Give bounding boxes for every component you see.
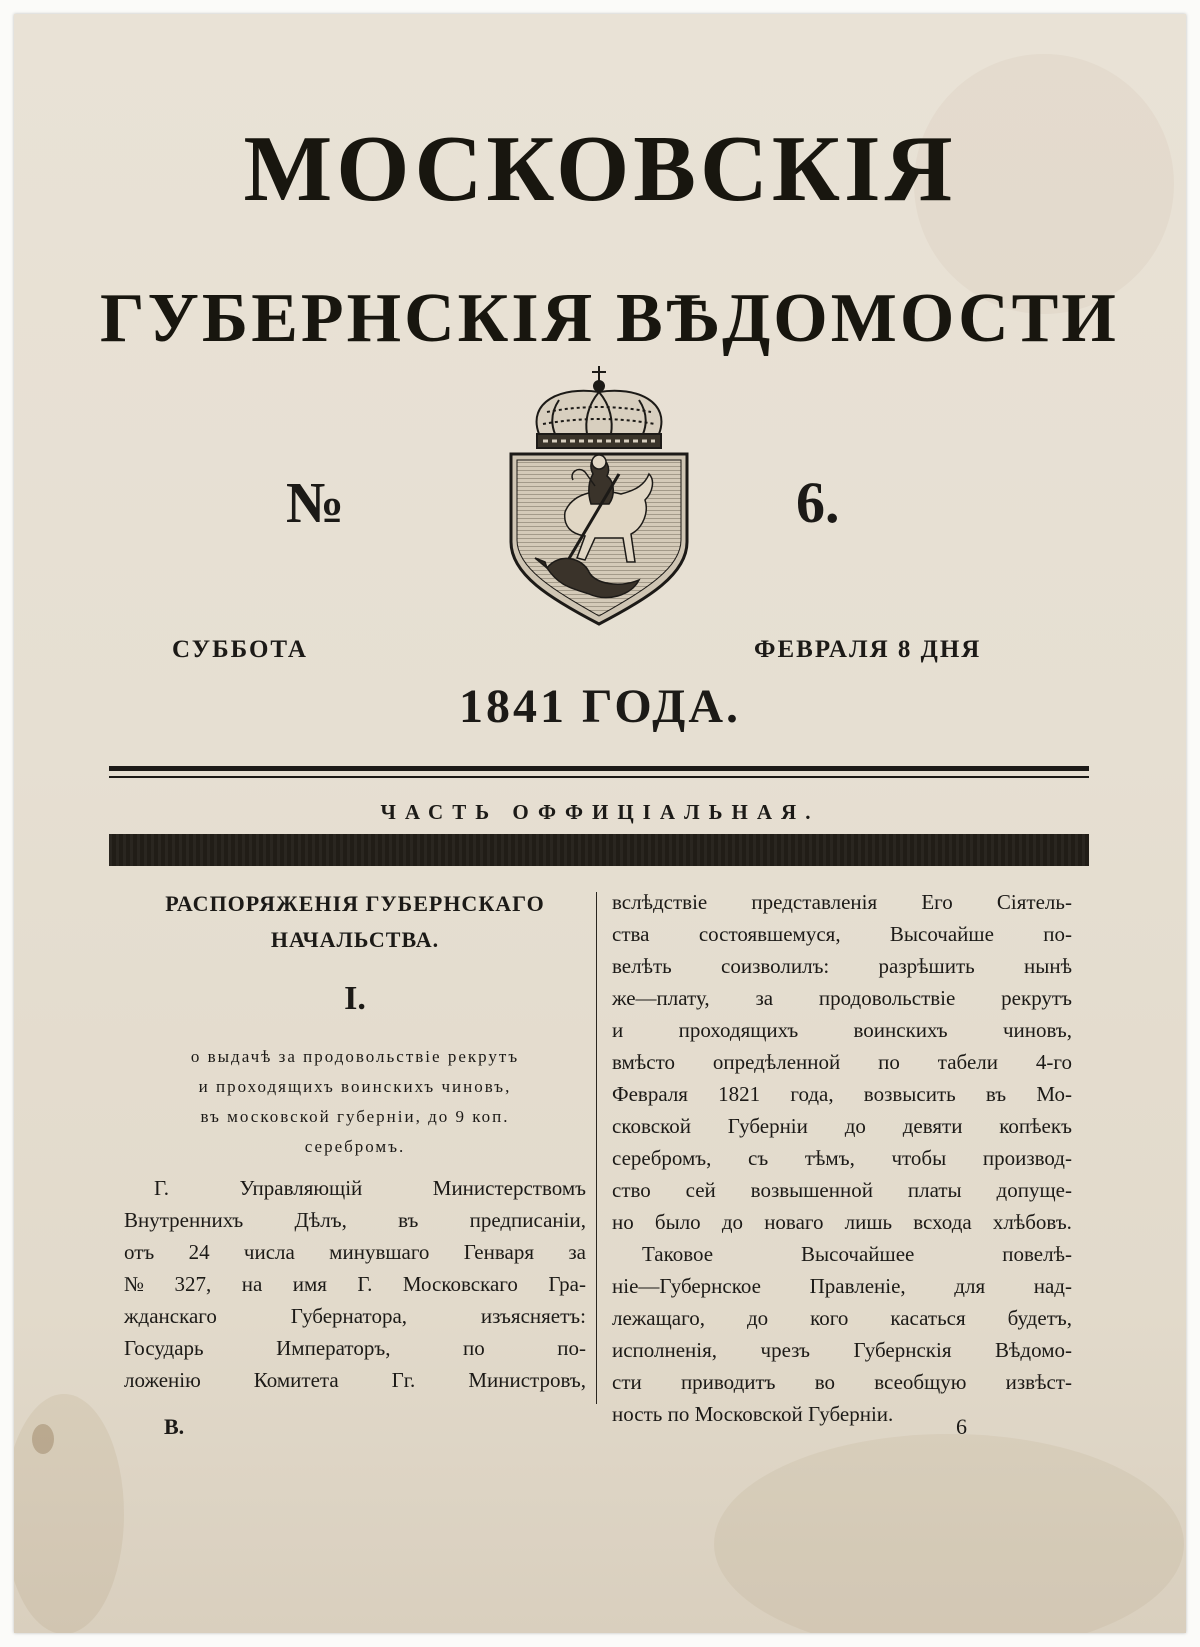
black-rule-bar <box>109 834 1089 866</box>
article-heading-line1: РАСПОРЯЖЕНІЯ ГУБЕРНСКАГО <box>165 891 545 916</box>
issue-number: 6. <box>796 470 840 535</box>
page-number: 6 <box>956 1414 967 1439</box>
text-line: Государь Императоръ, по по- <box>124 1336 586 1360</box>
article-number: I. <box>344 980 366 1017</box>
text-line: сковской Губерніи до девяти копѣекъ <box>612 1114 1072 1138</box>
text-line: Внутреннихъ Дѣлъ, въ предписаніи, <box>124 1208 586 1232</box>
masthead-title-word-vedomosti: ВѢДОМОСТИ <box>616 280 1119 357</box>
text-line: № 327, на имя Г. Московскаго Гра- <box>124 1272 586 1296</box>
article-heading-line2: НАЧАЛЬСТВА. <box>270 927 440 952</box>
text-line: ство сей возвышенной платы допуще- <box>612 1178 1072 1202</box>
text-line: вмѣсто опредѣленной по табели 4-го <box>612 1050 1072 1074</box>
moscow-coat-of-arms-icon <box>499 362 699 632</box>
masthead-title-line1: МОСКОВСКІЯ <box>243 117 957 221</box>
text-line: ложенію Комитета Гг. Министровъ, <box>124 1368 586 1392</box>
text-line: Февраля 1821 года, возвысить въ Мо- <box>612 1082 1072 1106</box>
text-line: лежащаго, до кого касаться будетъ, <box>612 1306 1072 1330</box>
text-line: Таковое Высочайшее повелѣ- <box>642 1242 1072 1266</box>
issue-weekday: СУББОТА <box>172 636 308 663</box>
text-line: серебромъ, съ тѣмъ, чтобы производ- <box>612 1146 1072 1170</box>
issue-date: ФЕВРАЛЯ 8 ДНЯ <box>754 636 982 663</box>
double-rule-divider <box>109 766 1089 778</box>
issue-year: 1841 ГОДА. <box>459 680 741 733</box>
masthead-title-word-gubernskiya: ГУБЕРНСКІЯ <box>100 280 596 357</box>
text-line: вслѣдствіе представленія Его Сіятель- <box>612 890 1072 914</box>
text-line: отъ 24 числа минувшаго Генваря за <box>124 1240 586 1264</box>
column-divider <box>596 892 597 1404</box>
article-body-left <box>124 1172 586 1396</box>
subject-line: серебромъ. <box>304 1137 406 1156</box>
text-line: ніе—Губернское Правленіе, для над- <box>612 1274 1072 1298</box>
text-line: ность по Московской Губерніи. <box>612 1402 894 1426</box>
right-column <box>612 886 1072 1430</box>
water-stain <box>714 1434 1184 1633</box>
issue-number-sign: № <box>286 470 345 535</box>
subject-line: въ московской губерніи, до 9 коп. <box>200 1107 510 1126</box>
text-line: сти приводитъ во всеобщую извѣст- <box>612 1370 1072 1394</box>
text-line: жданскаго Губернатора, изъясняетъ: <box>124 1304 586 1328</box>
text-line: исполненія, чрезъ Губернскія Вѣдомо- <box>612 1338 1072 1362</box>
text-line: велѣть соизволилъ: разрѣшить нынѣ <box>612 954 1072 978</box>
text-line: но было до новаго лишь всхода хлѣбовъ. <box>612 1210 1072 1234</box>
signature-mark: В. <box>164 1414 185 1439</box>
subject-line: и проходящихъ воинскихъ чиновъ, <box>198 1077 512 1096</box>
text-line: и проходящихъ воинскихъ чиновъ, <box>612 1018 1072 1042</box>
text-line: ства состоявшемуся, Высочайше по- <box>612 922 1072 946</box>
subject-line: о выдачѣ за продовольствіе рекрутъ <box>190 1047 520 1066</box>
left-column <box>124 886 586 1396</box>
newspaper-page <box>14 14 1186 1633</box>
text-line: Г. Управляющій Министерствомъ <box>154 1176 586 1200</box>
water-stain <box>14 1394 124 1633</box>
ink-spot <box>32 1424 54 1454</box>
article-subject <box>124 1042 586 1162</box>
section-title: ЧАСТЬ ОФФИЦІАЛЬНАЯ. <box>380 800 820 824</box>
text-line: же—плату, за продовольствіе рекрутъ <box>612 986 1072 1010</box>
